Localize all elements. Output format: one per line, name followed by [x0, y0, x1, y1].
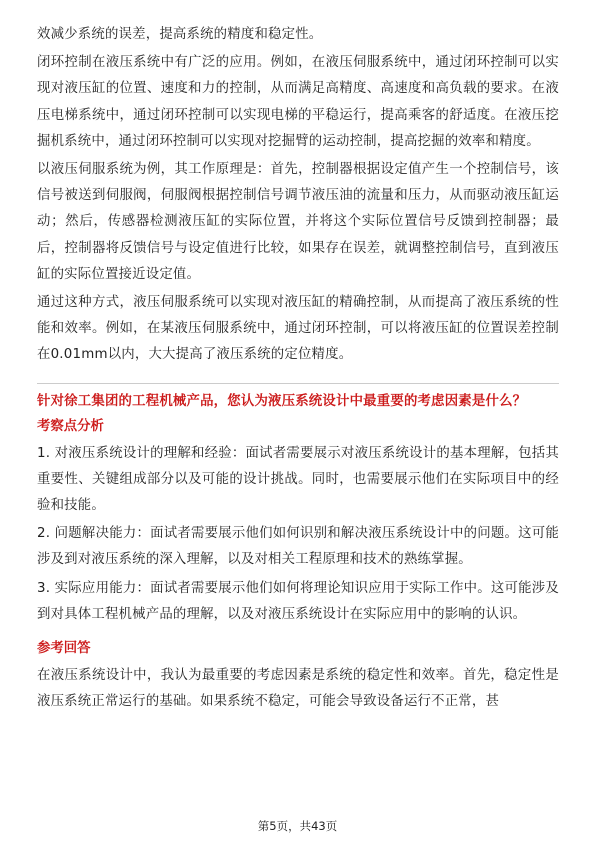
section-divider — [37, 383, 559, 384]
paragraph-servo-principle: 以液压伺服系统为例，其工作原理是：首先，控制器根据设定值产生一个控制信号，该信号被送到伺服阀，伺服阀根据控制信号调节液压油的流量和压力，从而驱动液压缸运动；然后，传感器检测液压缸的实际位置，并将这个实际位置信号反馈到控制器；最后，控制器将反馈信号与设定值进行比较，如果存在误差，就调整控制信号，直到液压缸的实际位置接近设定值。 — [37, 162, 559, 282]
analysis-heading: 考察点分析 — [37, 418, 104, 434]
analysis-item: 3. 实际应用能力：面试者需要展示他们如何将理论知识应用于实际工作中。这可能涉及到对具体工程机械产品的理解，以及对液压系统设计在实际应用中的影响的认识。 — [37, 580, 559, 622]
paragraph-servo-result: 通过这种方式，液压伺服系统可以实现对液压缸的精确控制，从而提高了液压系统的性能和效率。例如，在某液压伺服系统中，通过闭环控制，可以将液压缸的位置误差控制在0.01mm以内，大大提高了液压系统的定位精度。 — [37, 295, 559, 363]
interview-question: 针对徐工集团的工程机械产品，您认为液压系统设计中最重要的考虑因素是什么？ — [37, 393, 527, 409]
page-content — [37, 22, 559, 717]
analysis-item: 1. 对液压系统设计的理解和经验：面试者需要展示对液压系统设计的基本理解，包括其重要性、关键组成部分以及可能的设计挑战。同时，也需要展示他们在实际项目中的经验和技能。 — [37, 445, 559, 514]
answer-paragraph: 在液压系统设计中，我认为最重要的考虑因素是系统的稳定性和效率。首先，稳定性是液压系统正常运行的基础。如果系统不稳定，可能会导致设备运行不正常，甚 — [37, 668, 559, 710]
answer-heading: 参考回答 — [37, 641, 91, 657]
analysis-item: 2. 问题解决能力：面试者需要展示他们如何识别和解决液压系统设计中的问题。这可能涉及到对液压系统的深入理解，以及对相关工程原理和技术的熟练掌握。 — [37, 526, 559, 568]
paragraph-continuation: 效减少系统的误差，提高系统的精度和稳定性。 — [37, 27, 323, 42]
paragraph-closed-loop-applications: 闭环控制在液压系统中有广泛的应用。例如，在液压伺服系统中，通过闭环控制可以实现对液压缸的位置、速度和力的控制，从而满足高精度、高速度和高负载的要求。在液压电梯系统中，通过闭环控制可以实现电梯的平稳运行，提高乘客的舒适度。在液压挖掘机系统中，通过闭环控制可以实现对挖掘臂的运动控制，提高挖掘的效率和精度。 — [37, 55, 559, 149]
page-number-footer: 第5页，共43页 — [257, 819, 338, 833]
